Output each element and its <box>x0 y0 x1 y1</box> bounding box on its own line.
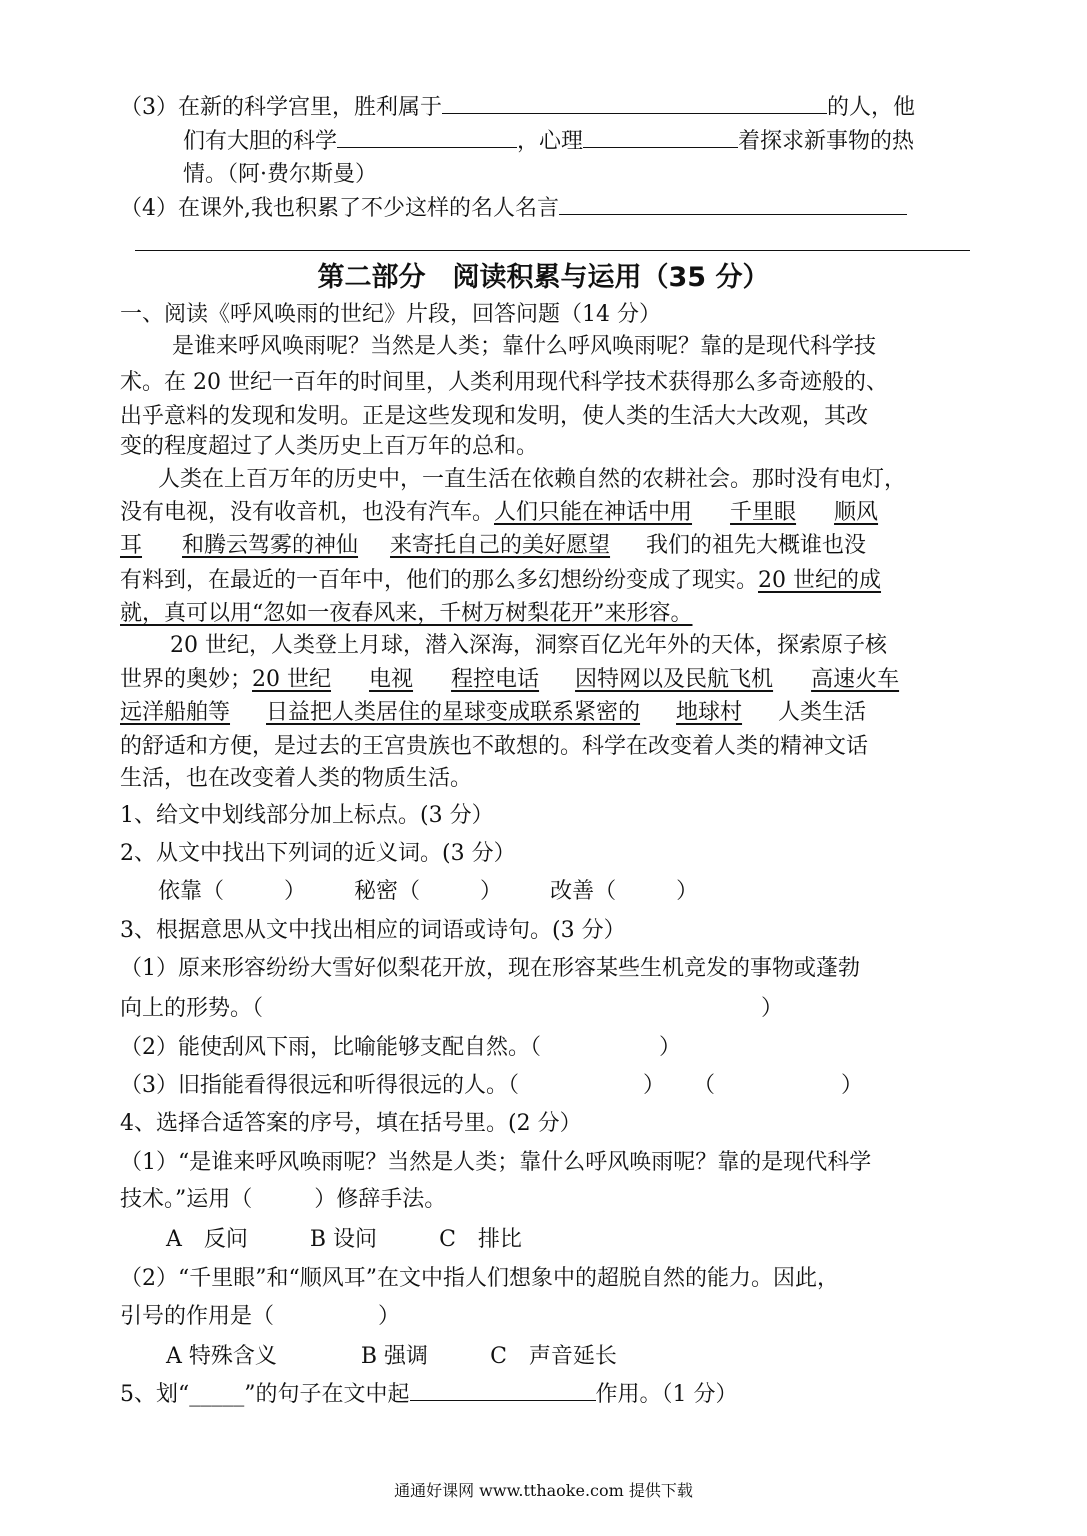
passage-p2-line <box>120 527 970 565</box>
question-5 <box>120 1376 970 1414</box>
question-3-1 <box>120 950 970 988</box>
underlined-text: 耳 <box>120 533 143 558</box>
question-text: 4、选择合适答案的序号，填在括号里。(2 分） <box>120 1111 582 1136</box>
underlined-text: 人们只能在神话中用 <box>494 500 693 525</box>
paren-close: ） <box>676 879 699 904</box>
passage-text: 世界的奥妙； <box>120 667 253 692</box>
question-text: ”的句子在文中起 <box>244 1382 410 1407</box>
underlined-sentence: 就，真可以用“忽如一夜春风来，千树万树梨花开”来形容。 <box>120 601 693 626</box>
passage-p3-line <box>120 760 970 798</box>
passage-text: 出乎意料的发现和发明。正是这些发现和发明，使人类的生活大大改观，其改 <box>120 404 869 429</box>
underlined-sentence: 20 世纪的成 <box>758 568 882 593</box>
option-c[interactable]: C 排比 <box>439 1227 522 1252</box>
word-label: 秘密（ <box>354 879 421 904</box>
question-text: 技术。”运用（ <box>120 1187 253 1212</box>
passage-text: 生活，也在改变着人类的物质生活。 <box>120 766 473 791</box>
underlined-text: 和腾云驾雾的神仙 <box>182 533 359 558</box>
paren-close: ） <box>284 879 307 904</box>
question-3 <box>120 912 970 950</box>
question-3-1-answer <box>120 990 970 1028</box>
option-a[interactable]: A 反问 <box>166 1227 248 1252</box>
underlined-text: 电视 <box>369 667 414 692</box>
passage-p1-line <box>120 328 970 366</box>
underlined-text: 千里眼 <box>730 500 797 525</box>
underlined-text: 因特网以及民航飞机 <box>575 667 774 692</box>
question-4-1 <box>120 1144 970 1182</box>
q3-line2-a: 们有大胆的科学 <box>183 129 338 154</box>
question-4-2-answer <box>120 1298 970 1336</box>
q4-line <box>120 190 970 228</box>
passage-text: 我们的祖先大概谁也没 <box>646 533 867 558</box>
option-c[interactable]: C 声音延长 <box>490 1344 617 1369</box>
question-text: 引号的作用是（ <box>120 1304 275 1329</box>
question-text: 向上的形势。（ <box>120 996 264 1021</box>
reading-heading-text: 一、阅读《呼风唤雨的世纪》片段，回答问题（14 分） <box>120 302 661 327</box>
underlined-text: 程控电话 <box>451 667 540 692</box>
question-text: 5、划“ <box>120 1382 190 1407</box>
underlined-sentence <box>252 667 899 692</box>
question-text: ）修辞手法。 <box>314 1187 447 1212</box>
passage-text: 术。在 20 世纪一百年的时间里，人类利用现代科学技术获得那么多奇迹般的、 <box>120 370 888 395</box>
question-3-3 <box>120 1067 970 1105</box>
passage-p3-line <box>120 627 970 665</box>
paren-close: ） <box>378 1304 401 1329</box>
option-b[interactable]: B 强调 <box>360 1344 429 1369</box>
option-a[interactable]: A 特殊含义 <box>166 1344 277 1369</box>
answer-blank[interactable] <box>559 190 907 215</box>
answer-blank[interactable] <box>410 1376 596 1401</box>
passage-p1-line <box>120 364 970 402</box>
question-text: （3）旧指能看得很远和听得很远的人。（ <box>120 1073 519 1098</box>
passage-text: 人类在上百万年的历史中，一直生活在依赖自然的农耕社会。那时没有电灯， <box>158 467 907 492</box>
question-1 <box>120 797 970 835</box>
paren-close: ） <box>480 879 503 904</box>
question-text: 1、给文中划线部分加上标点。(3 分） <box>120 803 494 828</box>
word-label: 依靠（ <box>158 879 225 904</box>
answer-blank[interactable] <box>442 89 827 114</box>
q3-text-b: 的人，他 <box>827 95 916 120</box>
question-4 <box>120 1105 970 1143</box>
question-3-2 <box>120 1029 970 1067</box>
underlined-sentence <box>494 500 878 525</box>
question-4-1-answer <box>120 1181 970 1219</box>
q3-line-3 <box>183 156 970 194</box>
footer-text: 通通好课网 www.tthaoke.com 提供下载 <box>394 1481 693 1500</box>
passage-text: 变的程度超过了人类历史上百万年的总和。 <box>120 434 539 459</box>
underlined-text: 地球村 <box>676 700 743 725</box>
paren-close: ） <box>659 1035 682 1060</box>
q3-line2-b: ，心理 <box>517 129 584 154</box>
underlined-text: 顺风 <box>834 500 879 525</box>
question-4-2 <box>120 1260 970 1298</box>
word-label: 改善（ <box>550 879 617 904</box>
paren-close: ） <box>643 1073 666 1098</box>
question-text: （1）原来形容纷纷大雪好似梨花开放，现在形容某些生机竞发的事物或蓬勃 <box>120 956 860 981</box>
q3-text-a: （3）在新的科学宫里，胜利属于 <box>120 95 442 120</box>
underlined-text: 20 世纪 <box>252 667 332 692</box>
passage-text: 的舒适和方便，是过去的王宫贵族也不敢想的。科学在改变着人类的精神文话 <box>120 734 869 759</box>
underline-mark: _____ <box>189 1382 245 1407</box>
paren-close: ） <box>761 996 784 1021</box>
underlined-text: 远洋船舶等 <box>120 700 231 725</box>
question-text: （2）“千里眼”和“顺风耳”在文中指人们想象中的超脱自然的能力。因此， <box>120 1266 839 1291</box>
underlined-text: 日益把人类居住的星球变成联系紧密的 <box>266 700 641 725</box>
question-text: 2、从文中找出下列词的近义词。(3 分） <box>120 841 516 866</box>
q3-line-1 <box>120 89 970 127</box>
passage-text: 人类生活 <box>778 700 867 725</box>
q3-line2-c: 着探求新事物的热 <box>738 129 915 154</box>
question-text: （2）能使刮风下雨，比喻能够支配自然。（ <box>120 1035 541 1060</box>
underlined-sentence <box>120 533 646 558</box>
question-text: 3、根据意思从文中找出相应的词语或诗句。(3 分） <box>120 918 626 943</box>
passage-text: 20 世纪，人类登上月球，潜入深海，洞察百亿光年外的天体，探索原子核 <box>170 633 887 658</box>
passage-p3-line <box>120 694 970 732</box>
question-4-2-options <box>166 1338 1016 1376</box>
question-4-1-options <box>166 1221 1016 1259</box>
paren-close: ） <box>841 1073 864 1098</box>
underlined-sentence <box>120 700 778 725</box>
q3-source: 情。（阿·费尔斯曼） <box>183 162 377 187</box>
question-text: 作用。（1 分） <box>595 1382 738 1407</box>
passage-text: 有料到，在最近的一百年中，他们的那么多幻想纷纷变成了现实。 <box>120 568 759 593</box>
question-2-words <box>158 873 1008 911</box>
option-b[interactable]: B 设问 <box>309 1227 378 1252</box>
passage-text: 没有电视，没有收音机，也没有汽车。 <box>120 500 495 525</box>
underlined-text: 来寄托自己的美好愿望 <box>390 533 611 558</box>
paren-open: （ <box>693 1073 716 1098</box>
question-text: （1）“是谁来呼风唤雨呢？当然是人类；靠什么呼风唤雨呢？靠的是现代科学 <box>120 1150 872 1175</box>
section-title: 第二部分 阅读积累与运用（35 分） <box>317 262 770 293</box>
underlined-text: 高速火车 <box>811 667 900 692</box>
answer-line[interactable] <box>135 250 970 251</box>
q4-text: （4）在课外,我也积累了不少这样的名人名言 <box>120 196 559 221</box>
question-2 <box>120 835 970 873</box>
answer-blank[interactable] <box>337 123 517 148</box>
answer-blank[interactable] <box>583 123 738 148</box>
passage-text: 是谁来呼风唤雨呢？当然是人类；靠什么呼风唤雨呢？靠的是现代科学技 <box>172 334 877 359</box>
